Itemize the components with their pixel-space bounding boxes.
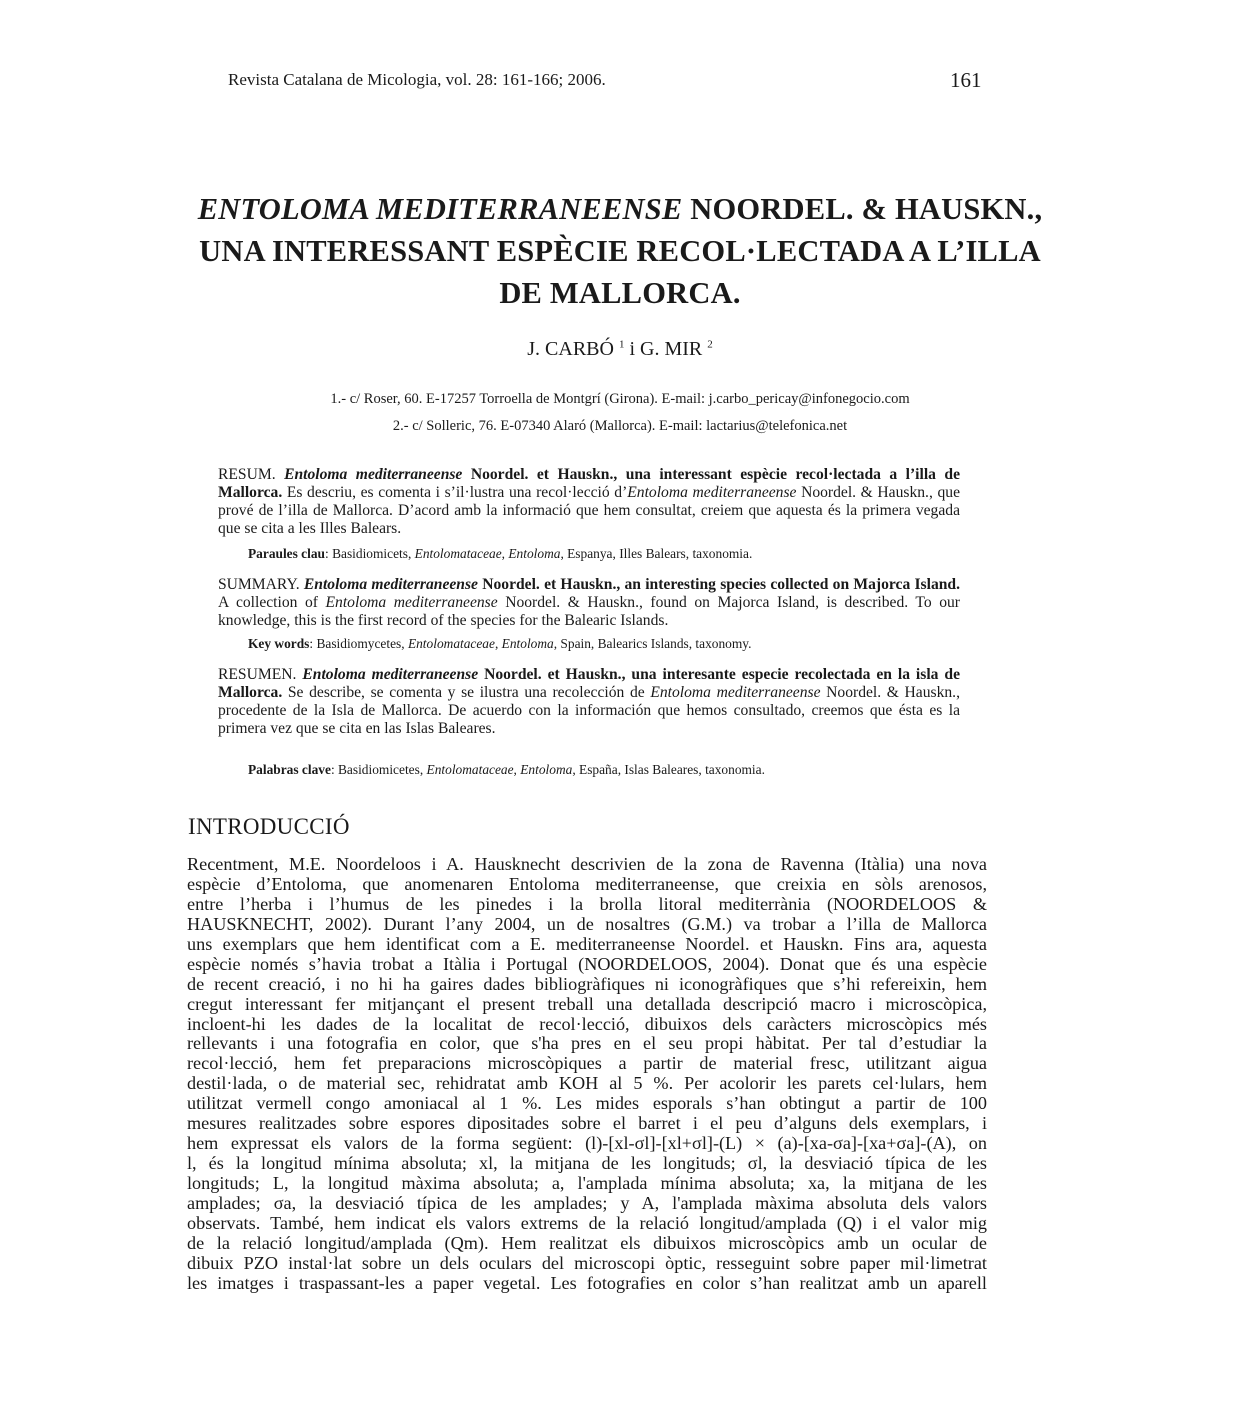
author-list [0,338,1240,361]
abstract-species-ref: Entoloma mediterraneense [325,594,498,611]
keywords-text-cont: , Espanya, Illes Balears, taxonomia. [560,546,753,561]
body-line: Recentment, M.E. Noordeloos i A. Hausknecht descrivien de la zona de Ravenna (Itàlia) una nova [187,854,987,874]
author-1: J. CARBÓ [527,338,614,360]
article-title [160,188,1080,314]
body-line: dibuix PZO instal·lat sobre un dels oculars del microscopi òptic, resseguint sobre paper mil·limetrat [187,1252,987,1273]
keyword-family: Entolomataceae [407,636,495,651]
keyword-family: Entolomataceae [426,762,514,777]
author-1-affil: 1 [618,338,625,351]
keyword-family: Entolomataceae [414,546,502,561]
abstract-label: SUMMARY. [218,576,300,593]
body-line: espècie d’Entoloma, que anomenaren Entoloma mediterraneense, que creixia en sòls arenosos, [187,873,987,894]
body-line: rellevants i una fotografia en color, que s'ha pres en el seu propi hàbitat. Per tal d’estudiar la [187,1033,987,1054]
title-authority: NOORDEL. & HAUSKN., [682,192,1043,226]
body-line: de la relació longitud/amplada (Qm). Hem realitzat els dibuixos microscòpics amb un ocular de [187,1232,987,1253]
keywords-label: Palabras clave [248,762,331,777]
body-line: observats. També, hem indicat els valors extrems de la relació longitud/amplada (Q) i el valor mig [187,1212,987,1233]
keywords-label: Key words [248,636,310,651]
keywords-sep: , [494,636,502,651]
body-line: hem expressat els valors de la forma següent: (l)-[xl-σl]-[xl+σl]-(L) × (a)-[xa-σa]-[xa+σa]-(A), on [187,1133,987,1154]
abstract-label: RESUMEN. [218,666,297,683]
body-line: uns exemplars que hem identificat com a E. mediterraneense Noordel. et Hauskn. Fins ara, aquesta [187,933,987,954]
abstract-text-cont: Noordel. & Hauskn., found on Majorca Island, is described. To our knowledge, this is the first record of the species for the Balearic Islands. [218,594,960,629]
abstract-species: Entoloma mediterraneense [302,666,479,683]
body-line: cregut interessant fer mitjançant el present treball una detallada descripció macro i microscòpica, [187,993,987,1014]
abstract-text: A collection of [218,594,326,611]
abstract-species-ref: Entoloma mediterraneense [650,684,821,701]
body-line: mesures realitzades sobre espores dipositades sobre el barret i el peu d’alguns dels exemplars, i [187,1113,987,1134]
abstract-text: Es descriu, es comenta i s’il·lustra una recol·lecció d’ [282,484,628,501]
body-line: utilitzat vermell congo amoniacal al 1 %. Les mides esporals s’han obtingut a partir de 100 [187,1093,987,1114]
keywords-catalan [248,546,960,562]
title-line-1 [160,188,1080,230]
body-line: HAUSKNECHT, 2002). Durant l’any 2004, un de nosaltres (G.M.) va trobar a l’illa de Mallorca [187,913,987,934]
body-line: destil·lada, o de material sec, rehidratat amb KOH al 5 %. Per acolorir les parets cel·lulars, hem [187,1073,987,1094]
body-line: amplades; σa, la desviació típica de les amplades; y A, l'amplada màxima absoluta dels valors [187,1192,987,1213]
abstract-text-cont: Noordel. & Hauskn., procedente de la Isla de Mallorca. De acuerdo con la información que hemos consultado, creemos que ésta es la primera vez que se cita en las Islas Baleares. [218,684,960,737]
abstract-label: RESUM. [218,466,276,483]
affiliation-2: 2.- c/ Solleric, 76. E-07340 Alaró (Mallorca). E-mail: lactarius@telefonica.net [392,418,848,434]
abstract-catalan [218,466,960,538]
abstract-spanish [218,666,960,738]
body-line: entre l’herba i l’humus de les pinedes i la brolla litoral mediterrània (NOORDELOOS & [187,893,987,914]
journal-citation: Revista Catalana de Micologia, vol. 28: 161-166; 2006. [228,70,606,89]
title-line-3: DE MALLORCA. [499,276,741,310]
abstract-species-ref: Entoloma mediterraneense [627,484,797,501]
abstract-title: Noordel. et Hauskn., an interesting species collected on Majorca Island. [477,576,961,593]
abstract-species: Entoloma mediterraneense [284,466,463,483]
body-line: les imatges i traspassant-les a paper vegetal. Les fotografies en color s’han realitzat amb un aparell [187,1272,987,1293]
affiliation-1: 1.- c/ Roser, 60. E-17257 Torroella de Montgrí (Girona). E-mail: j.carbo_pericay@infonegocio.com [330,391,910,407]
keyword-genus: Entoloma [501,636,554,651]
title-line-2: UNA INTERESSANT ESPÈCIE RECOL·LECTADA A L’ILLA [199,234,1041,268]
author-2: i G. MIR [624,338,703,360]
keywords-text-cont: , Spain, Balearics Islands, taxonomy. [553,636,752,651]
abstract-species: Entoloma mediterraneense [303,576,478,593]
section-heading-introduction: INTRODUCCIÓ [188,814,350,839]
body-line: recol·lecció, hem fet preparacions microscòpiques a partir de material fresc, utilitzant aigua [187,1053,987,1074]
abstract-title: Noordel. et Hauskn., una interesante especie recolectada en la isla de Mallorca. [218,666,960,701]
abstract-title: Noordel. et Hauskn., una interessant espècie recol·lectada a l’illa de Mallorca. [218,466,961,501]
body-line: l, és la longitud mínima absoluta; xl, la mitjana de les longituds; σl, la desviació típica de les [187,1153,987,1174]
keywords-spanish [248,762,960,778]
introduction-body [187,855,987,1294]
author-2-affil: 2 [707,338,713,351]
keyword-genus: Entoloma [520,762,573,777]
keywords-english [248,636,960,652]
keywords-text: : Basidiomycetes, [309,636,408,651]
keywords-label: Paraules clau [248,546,325,561]
abstract-english [218,576,960,630]
keywords-sep: , [513,762,521,777]
abstract-text: Se describe, se comenta y se ilustra una recolección de [282,684,651,701]
page-number: 161 [950,68,982,92]
keywords-text: : Basidiomicets, [325,546,415,561]
keywords-text-cont: , España, Islas Baleares, taxonomia. [572,762,765,777]
keywords-sep: , [501,546,509,561]
body-line: incloent-hi les dades de la localitat de recol·lecció, dibuixos dels caràcters microscòpics més [187,1013,987,1034]
keyword-genus: Entoloma [508,546,561,561]
keywords-text: : Basidiomicetes, [330,762,427,777]
body-line: longituds; L, la longitud màxima absoluta; a, l'amplada mínima absoluta; xa, la mitjana de les [187,1173,987,1193]
body-line: de recent creació, i no hi ha gaires dades bibliogràfiques ni iconogràfiques que s’hi refereixin, hem [187,973,987,994]
abstract-text-cont: Noordel. & Hauskn., que prové de l’illa de Mallorca. D’acord amb la informació que hem consultat, creiem que aquesta és la primera vegada que se cita a les Illes Balears. [218,484,960,537]
title-species: ENTOLOMA MEDITERRANEENSE [197,192,683,226]
body-line: espècie només s’havia trobat a Itàlia i Portugal (NOORDELOOS, 2004). Donat que és una espècie [187,953,987,974]
